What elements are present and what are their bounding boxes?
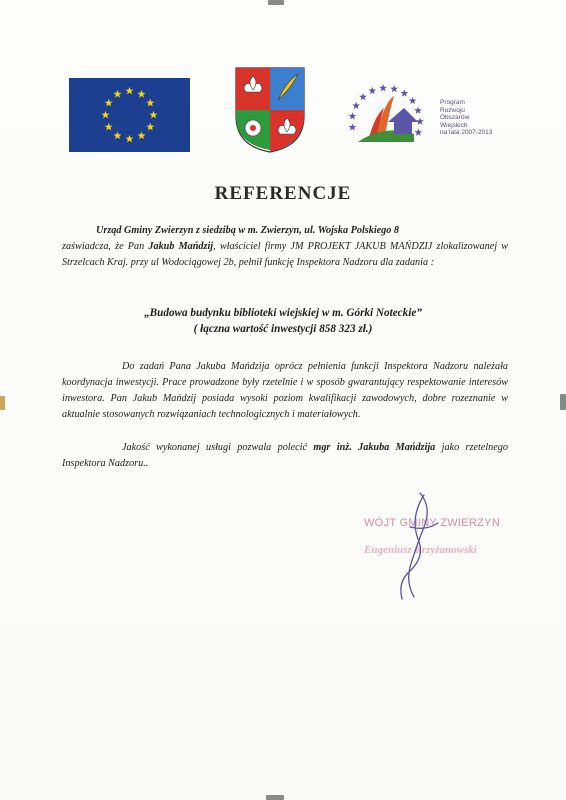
paragraph-duties	[62, 359, 508, 423]
prow-line: Obszarów	[440, 114, 470, 122]
prow-star	[352, 102, 360, 109]
prow-logo-text	[440, 99, 492, 137]
prow-star	[379, 84, 387, 91]
recommendation-text: Jakość wykonanej usługi pozwala polecić	[122, 442, 314, 453]
prow-line: Wiejskich	[440, 121, 468, 129]
frame-clip-left	[0, 396, 5, 410]
prow-star	[401, 89, 409, 96]
issuer-text: Urząd Gminy Zwierzyn z siedzibą w m. Zwierzyn, ul. Wojska Polskiego 8	[96, 225, 400, 236]
address-text: w Strzelcach Kraj. przy ul Wodociągowej 2b, pełnił funkcję Inspektora Nadzoru dla zadania :	[62, 241, 509, 268]
recommendation-end: jako rzetelnego Inspektora Nadzoru..	[62, 442, 508, 469]
prow-line: Program	[440, 99, 465, 106]
paragraph-intro	[62, 223, 508, 271]
paragraph-recommendation	[62, 440, 508, 472]
project-name: „Budowa budynku biblioteki wiejskiej w m. Górki Noteckie”	[144, 307, 422, 319]
prow-star	[369, 87, 377, 94]
prow-line: na lata 2007-2013	[440, 129, 493, 137]
prow-star	[415, 129, 423, 136]
prow-star	[349, 112, 357, 119]
project-block	[0, 305, 566, 337]
prow-star	[390, 85, 398, 92]
prow-star	[416, 118, 424, 125]
frame-clip-top	[268, 0, 284, 5]
stamp-office: WÓJT GMINY ZWIERZYN	[364, 517, 501, 529]
recommended-name: mgr inż. Jakuba Mańdzija	[313, 442, 436, 453]
signature-icon	[380, 487, 450, 607]
company-text: , właściciel firmy JM PROJEKT JAKUB MAŃDZIJ zlokalizowanej	[213, 241, 498, 252]
prow-line: Rozwoju	[440, 106, 465, 114]
frame-clip-bottom	[266, 795, 284, 800]
prow-star	[349, 123, 357, 130]
project-value: ( łączna wartość inwestycji 858 323 zł.)	[193, 323, 373, 335]
document-title: REFERENCJE	[214, 183, 352, 204]
prow-star	[409, 97, 417, 104]
duties-text: Do zadań Pana Jakuba Mańdzija oprócz pełnienia funkcji Inspektora Nadzoru należała koordynacja inwestycji. Prace prowadzone były rzetelnie i w sposób gwarantujący respektowanie interesów inwestora. Pan Jakub Mańdzij posiada wysoki poziom kwalifikacji zawodowych, dobre rozeznanie w aktualnie stosowanych rozwiązaniach technologicznych i materiałowych.	[62, 361, 508, 420]
eu-flag-icon	[69, 78, 190, 152]
prow-star	[414, 107, 422, 114]
coat-of-arms-icon	[234, 66, 306, 154]
frame-clip-right	[560, 394, 566, 410]
person-name: Jakub Mańdzij	[148, 241, 214, 252]
prow-star	[359, 93, 367, 100]
intro-text: zaświadcza, że Pan	[62, 241, 149, 252]
stamp-name: Eugeniusz Krzyżanowski	[364, 544, 477, 556]
